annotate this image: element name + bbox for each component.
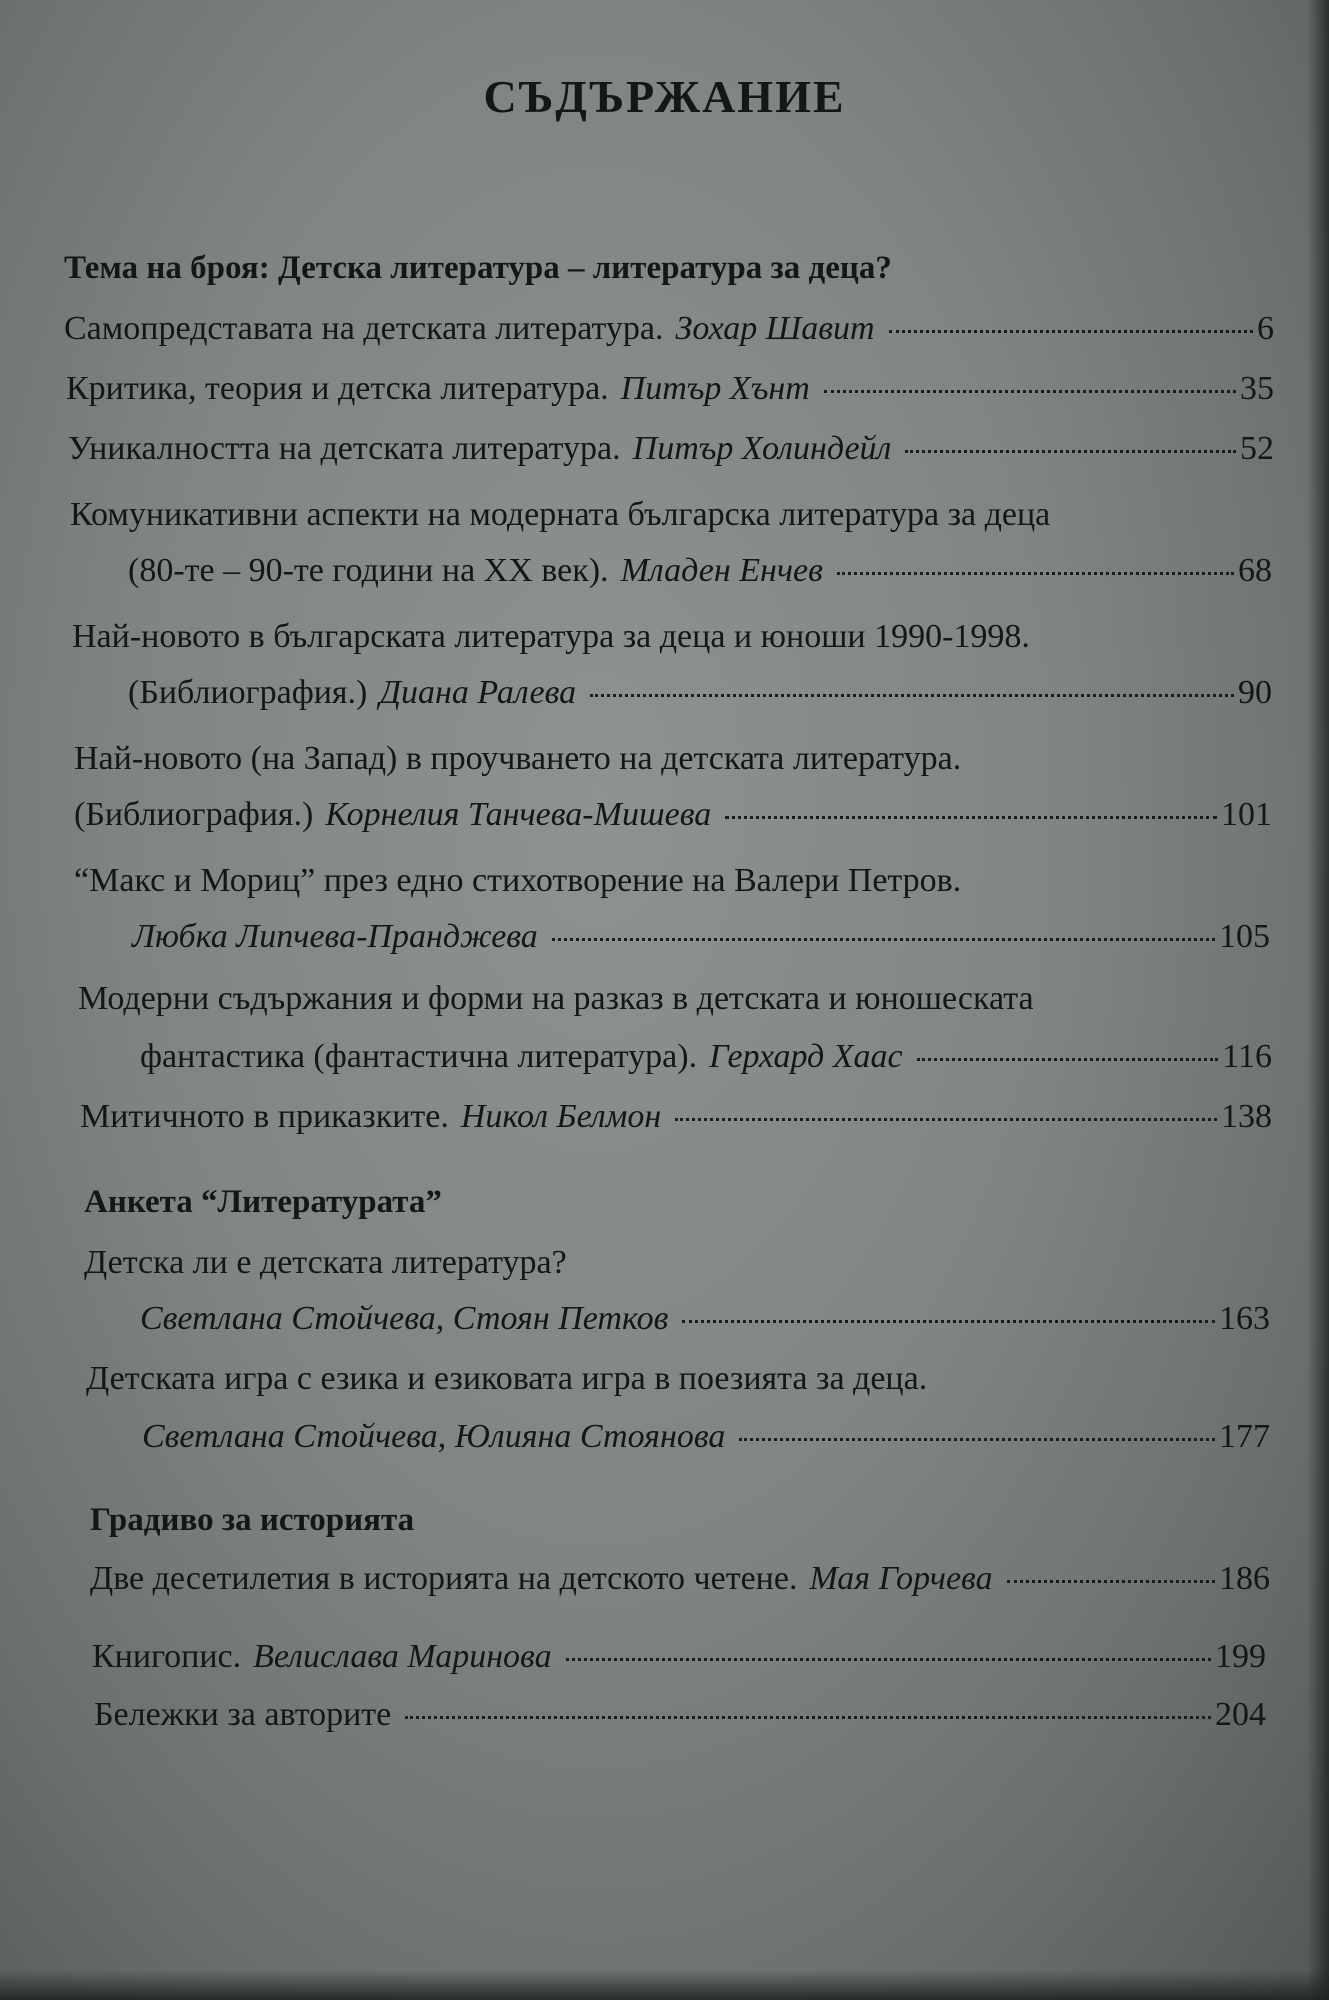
entry-author: Велислава Маринова	[253, 1638, 552, 1675]
entry-author: Герхард Хаас	[709, 1038, 903, 1075]
dot-leader	[552, 938, 1215, 941]
dot-leader	[837, 572, 1234, 575]
section-heading-theme: Тема на броя: Детска литература – литература за деца?	[64, 250, 892, 286]
entry-page: 35	[1240, 370, 1274, 407]
entry-title: Самопредставата на детската литература.	[64, 310, 664, 347]
section-heading-survey: Анкета “Литературата”	[84, 1184, 442, 1220]
entry-title: Книгопис.	[92, 1638, 242, 1675]
toc-entry	[64, 310, 1274, 358]
section-heading-history: Градиво за историята	[90, 1502, 415, 1538]
entry-page: 105	[1219, 918, 1270, 955]
entry-author: Светлана Стойчева, Стоян Петков	[140, 1300, 669, 1337]
dot-leader	[682, 1320, 1215, 1323]
entry-author: Светлана Стойчева, Юлияна Стоянова	[142, 1418, 726, 1455]
entry-page: 116	[1222, 1038, 1272, 1075]
entry-author: Корнелия Танчева-Мишева	[325, 796, 712, 833]
entry-page: 6	[1257, 310, 1274, 347]
toc-entry	[128, 552, 1272, 600]
entry-author: Любка Липчева-Пранджева	[132, 918, 538, 955]
entry-author: Диана Ралева	[379, 674, 577, 711]
toc-entry	[140, 1038, 1272, 1086]
entry-title-line1: Детската игра с езика и езиковата игра в поезията за деца.	[86, 1360, 928, 1397]
toc-entry	[80, 1098, 1272, 1146]
entry-title: Две десетилетия в историята на детското четене.	[90, 1560, 798, 1597]
toc-entry	[128, 674, 1272, 722]
toc-entry	[68, 430, 1274, 478]
entry-page: 199	[1215, 1638, 1266, 1675]
dot-leader	[566, 1658, 1211, 1661]
entry-page: 52	[1240, 430, 1274, 467]
toc-entry	[142, 1418, 1270, 1466]
bottom-edge-shadow	[0, 1970, 1329, 2000]
dot-leader	[675, 1118, 1217, 1121]
entry-author: Зохар Шавит	[675, 310, 875, 347]
entry-title-line1: Детска ли е детската литература?	[84, 1244, 567, 1281]
entry-page: 68	[1238, 552, 1272, 589]
entry-title: фантастика (фантастична литература).	[140, 1038, 698, 1075]
dot-leader	[824, 390, 1236, 393]
entry-page: 177	[1219, 1418, 1270, 1455]
entry-page: 163	[1219, 1300, 1270, 1337]
toc-entry	[90, 1560, 1270, 1608]
entry-title: (80-те – 90-те години на ХХ век).	[128, 552, 609, 589]
entry-title: Уникалността на детската литература.	[68, 430, 621, 467]
entry-author: Никол Белмон	[460, 1098, 662, 1135]
entry-author: Младен Енчев	[620, 552, 823, 589]
entry-author: Питър Хънт	[620, 370, 810, 407]
dot-leader	[1007, 1580, 1215, 1583]
entry-title-line1: Комуникативни аспекти на модерната българска литература за деца	[70, 496, 1051, 533]
dot-leader	[405, 1716, 1211, 1719]
dot-leader	[725, 816, 1217, 819]
toc-entry	[140, 1300, 1270, 1348]
dot-leader	[590, 694, 1234, 697]
entry-title: Критика, теория и детска литература.	[66, 370, 609, 407]
entry-page: 186	[1219, 1560, 1270, 1597]
entry-title: (Библиография.)	[128, 674, 368, 711]
dot-leader	[739, 1438, 1215, 1441]
dot-leader	[905, 450, 1236, 453]
toc-entry	[94, 1696, 1266, 1744]
entry-author: Мая Горчева	[809, 1560, 993, 1597]
toc-entry	[66, 370, 1274, 418]
dot-leader	[917, 1058, 1219, 1061]
entry-title-line1: Най-новото (на Запад) в проучването на детската литература.	[74, 740, 962, 777]
entry-title-line1: Модерни съдържания и форми на разказ в детската и юношеската	[78, 980, 1034, 1017]
entry-author: Питър Холиндейл	[632, 430, 892, 467]
entry-page: 101	[1221, 796, 1272, 833]
dot-leader	[889, 330, 1253, 333]
entry-title: Бележки за авторите	[94, 1696, 392, 1733]
entry-page: 90	[1238, 674, 1272, 711]
entry-title: Митичното в приказките.	[80, 1098, 449, 1135]
entry-page: 204	[1215, 1696, 1266, 1733]
toc-entry	[74, 796, 1272, 844]
entry-page: 138	[1221, 1098, 1272, 1135]
page-title: СЪДЪРЖАНИЕ	[483, 71, 846, 122]
page-edge-shadow	[1307, 0, 1329, 2000]
entry-title-line1: “Макс и Мориц” през едно стихотворение на Валери Петров.	[74, 862, 962, 899]
toc-entry	[132, 918, 1270, 966]
entry-title: (Библиография.)	[74, 796, 314, 833]
entry-title-line1: Най-новото в българската литература за деца и юноши 1990-1998.	[72, 618, 1030, 655]
toc-entry	[92, 1638, 1266, 1686]
